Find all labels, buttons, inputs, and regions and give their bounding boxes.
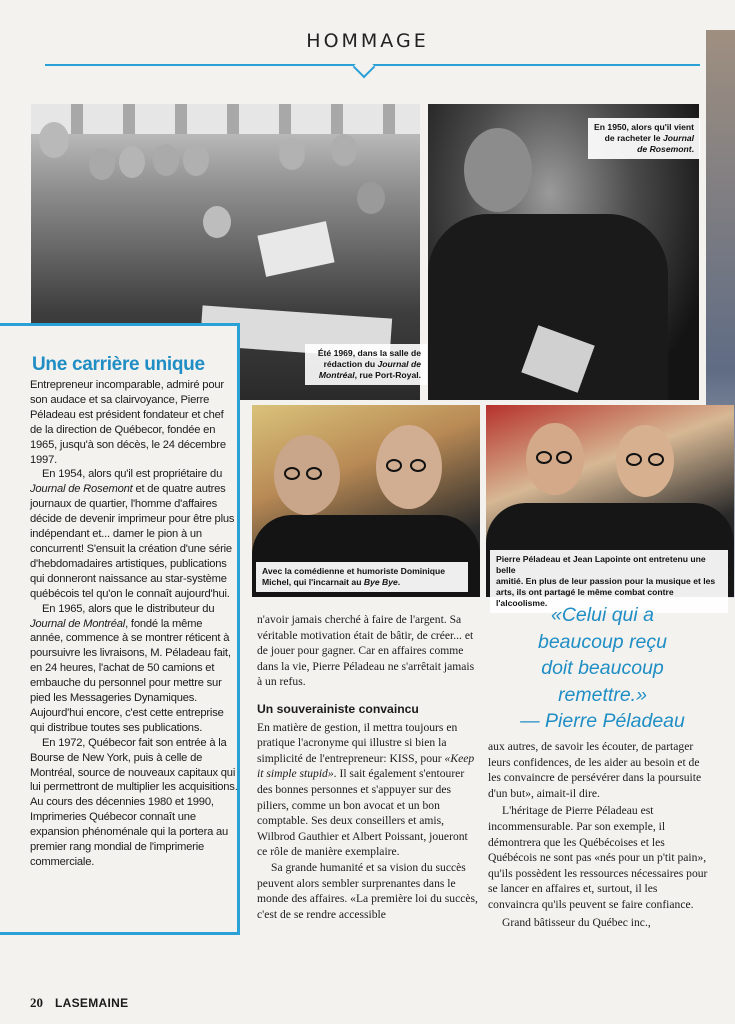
caption-text: En 1950, alors qu'il vient (594, 122, 694, 132)
body-paragraph (257, 720, 479, 860)
caption-text: rédaction du (323, 359, 378, 369)
body-paragraph: n'avoir jamais cherché à faire de l'argent. Sa véritable motivation était de bâtir, de créer... et de jouer pour gagner. Car en affaires comme dans la vie, Pierre Péladeau ne s'arrêtait jamais à un refus. (257, 613, 475, 689)
magazine-name: LASEMAINE (55, 996, 129, 1010)
header-chevron-icon (353, 56, 376, 79)
comedian-photo (252, 405, 480, 597)
caption-text: Michel, qui l'incarnait au (262, 577, 364, 587)
lapointe-photo (486, 405, 734, 608)
right-column (488, 739, 710, 930)
text-run: et de quatre autres journaux de quartier, l'homme d'affaires décide de devenir imprimeur pour être plus indépendant et... damer le pion à un concurrent! S'ensuit la création d'une série d'hebdomadaires artistiques, publications qui donneront naissance au star-système québécois tel qu'on le connaît aujourd'hui. (30, 483, 235, 600)
caption-journal: Montréal (318, 370, 355, 380)
person-face (464, 128, 532, 212)
journal-name: Journal de Montréal (30, 617, 126, 630)
section-title: HOMMAGE (306, 30, 429, 52)
caption-journal: Journal (662, 133, 694, 143)
person-face (526, 423, 584, 495)
sidebar-paragraph (30, 467, 238, 601)
body-paragraph: Grand bâtisseur du Québec inc., (502, 915, 651, 929)
glasses-icon (648, 453, 664, 466)
caption-text: Été 1969, dans la salle de (317, 348, 421, 358)
caption-text: de racheter le (604, 133, 663, 143)
caption-text: . (397, 577, 401, 587)
text-run: En 1965, alors que le distributeur du (42, 602, 215, 615)
person-face (89, 148, 115, 180)
body-paragraph: L'héritage de Pierre Péladeau est incommensurable. Par son exemple, il démontrera que les Québécoises et les Québécois ne sont pas «nés pour un p'tit pain», qu'ils possèdent les ressources nécessaires pour se lancer en affaires et, surtout, il les convaincra qu'ils peuvent se faire confiance. (488, 804, 708, 911)
text-run: , fondé la même année, commence à se montrer réticent à poursuivre les livraisons, M. Péladeau fait, en 24 heures, l'achat de 50 camions et embauche du personnel pour mettre sur pied les Messageries Dynamiques. Aujourd'hui encore, c'est cette entreprise qui distribue toutes ses publications. (30, 617, 231, 734)
glasses-icon (284, 467, 300, 480)
glasses-icon (306, 467, 322, 480)
page-number: 20 (30, 995, 43, 1010)
glasses-icon (556, 451, 572, 464)
sidebar-paragraph (30, 602, 238, 736)
kiss-phrase: «Keep it simple stupid» (257, 751, 475, 781)
sidebar-paragraph: En 1972, Québecor fait son entrée à la Bourse de New York, puis à celle de Montréal, source de nouveaux capitaux qui lui permettront de multiplier les acquisitions. Au cours des décennies 1980 et 1990, Imprimeries Québecor connaît une expansion phénoménale qui la portera au premier rang mondial de l'imprimerie commerciale. (30, 736, 238, 868)
person-face (119, 146, 145, 178)
quote-line: remettre.» (558, 683, 647, 706)
sidebar-title: Une carrière unique (32, 354, 205, 375)
glasses-icon (410, 459, 426, 472)
person-face (279, 138, 305, 170)
glasses-icon (626, 453, 642, 466)
glasses-icon (386, 459, 402, 472)
newspaper (257, 221, 334, 277)
person-face (183, 144, 209, 176)
person-face (616, 425, 674, 497)
person-face (331, 134, 357, 166)
caption-text: amitié. En plus de leur passion pour la musique et les (496, 576, 716, 586)
portrait-caption (588, 118, 700, 159)
pull-quote (490, 602, 715, 735)
person-face (153, 144, 179, 176)
person-face (203, 206, 231, 238)
glasses-icon (536, 451, 552, 464)
sidebar-paragraph: Entrepreneur incomparable, admiré pour son audace et sa clairvoyance, Pierre Péladeau est président fondateur et chef de la direction de Québecor, fondée en 1965, jusqu'à son décès, le 24 décembre 1997. (30, 379, 226, 466)
journal-name: Journal de Rosemont (30, 483, 133, 496)
text-run: En matière de gestion, il mettra toujours en pratique l'acronyme qui illustre si bien la simplicité de l'entrepreneur: KISS, pour (257, 720, 458, 765)
caption-text: . (691, 144, 694, 154)
middle-column (257, 612, 479, 922)
body-paragraph: Sa grande humanité et sa vision du succès peuvent alors sembler surprenantes dans le monde des affaires. «La première loi du succès, c'est de se rendre accessible (257, 860, 478, 921)
text-run: . Il sait également s'entourer des bonnes personnes et s'appuyer sur des piliers, comme un bon avocat et un bon comptable. Ses deux conseillers et amis, Wilbrod Gauthier et Albert Poissant, joueront ce rôle de manière exemplaire. (257, 767, 468, 859)
caption-text: , rue Port-Royal. (354, 370, 421, 380)
quote-line: «Celui qui a (551, 604, 654, 626)
caption-text: arts, ils ont partagé le même combat contre l'alcoolisme. (496, 587, 674, 608)
ceiling-lights (31, 104, 420, 134)
subheading: Un souverainiste convaincu (257, 701, 419, 716)
comedian-caption (256, 562, 468, 592)
text-run: En 1954, alors qu'il est propriétaire du (42, 468, 223, 481)
quote-line: doit beaucoup (541, 657, 664, 679)
newsroom-caption (305, 344, 427, 385)
caption-text: Pierre Péladeau et Jean Lapointe ont entretenu une belle (496, 554, 706, 575)
portrait-photo (428, 104, 699, 400)
caption-text: Avec la comédienne et humoriste Dominique (262, 566, 446, 576)
caption-show: Bye Bye (363, 577, 398, 587)
person-face (39, 122, 69, 158)
caption-journal: Journal de (377, 359, 421, 369)
quote-line: beaucoup reçu (537, 630, 668, 653)
body-paragraph: aux autres, de savoir les écouter, de partager leurs confidences, de les aider au besoin et de les convaincre de persévérer dans la poursuite d'un but», aimait-il dire. (488, 740, 702, 800)
quote-attribution: — Pierre Péladeau (520, 710, 685, 732)
person-face (357, 182, 385, 214)
sidebar-body (30, 378, 238, 870)
caption-journal: de Rosemont (637, 144, 692, 154)
